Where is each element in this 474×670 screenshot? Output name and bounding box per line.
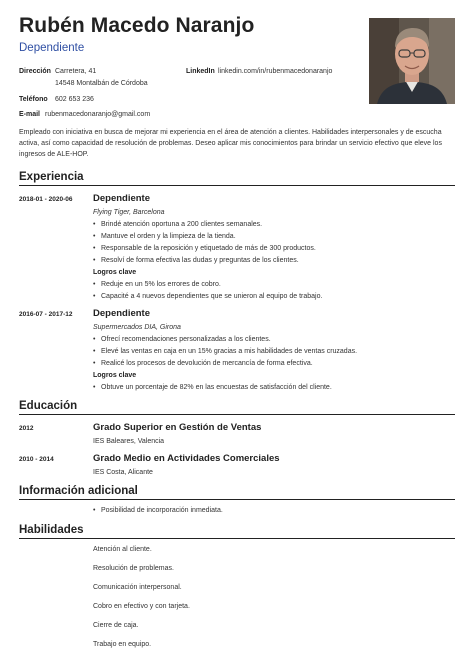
job-achievements-list	[93, 279, 322, 303]
address-label: Dirección	[19, 68, 51, 75]
achievements-label: Logros clave	[93, 372, 137, 379]
list-item: • Obtuve un porcentaje de 82% en las encuestas de satisfacción del cliente.	[93, 382, 332, 394]
education-year: 2012	[19, 425, 34, 432]
list-item: • Posibilidad de incorporación inmediata.	[93, 505, 223, 517]
email-link[interactable]: rubenmacedonaranjo@gmail.com	[45, 111, 151, 118]
section-experience-heading: Experiencia	[19, 171, 455, 186]
job-company: Flying Tiger, Barcelona	[93, 209, 165, 216]
skill-item: Comunicación interpersonal.	[93, 584, 182, 591]
list-item: • Reduje en un 5% los errores de cobro.	[93, 279, 322, 291]
summary-line: activa, así como capacidad de resolución de problemas. Deseo aplicar mis conocimientos para brindar un servicio efectivo que eleve los	[19, 140, 442, 147]
candidate-role: Dependiente	[19, 42, 85, 54]
summary-line: Empleado con iniciativa en busca de mejorar mi experiencia en el área de atención a clientes. Habilidades interpersonales y de escucha	[19, 129, 442, 136]
achievements-label: Logros clave	[93, 269, 137, 276]
list-item: • Brindé atención oportuna a 200 clientes semanales.	[93, 219, 316, 231]
skill-item: Cierre de caja.	[93, 622, 139, 629]
list-item: • Capacité a 4 nuevos dependientes que se unieron al equipo de trabajo.	[93, 291, 322, 303]
education-school: IES Costa, Alicante	[93, 469, 153, 476]
list-item: • Resolví de forma efectiva las dudas y preguntas de los clientes.	[93, 255, 316, 267]
profile-photo	[369, 18, 455, 104]
section-skills-heading: Habilidades	[19, 524, 455, 539]
job-title: Dependiente	[93, 193, 151, 204]
skill-item: Resolución de problemas.	[93, 565, 174, 572]
linkedin-label: LinkedIn	[186, 68, 215, 75]
list-item: • Realicé los procesos de devolución de mercancía de forma efectiva.	[93, 358, 357, 370]
phone-value[interactable]: 602 653 236	[55, 96, 94, 103]
skill-item: Cobro en efectivo y con tarjeta.	[93, 603, 190, 610]
list-item: • Elevé las ventas en caja en un 15% gracias a mis habilidades de ventas cruzadas.	[93, 346, 357, 358]
education-degree: Grado Medio en Actividades Comerciales	[93, 453, 280, 464]
skills-list	[93, 544, 190, 658]
education-degree: Grado Superior en Gestión de Ventas	[93, 422, 262, 433]
job-duties-list	[93, 219, 316, 267]
job-company: Supermercados DIA, Girona	[93, 324, 181, 331]
list-item: • Mantuve el orden y la limpieza de la tienda.	[93, 231, 316, 243]
section-additional-heading: Información adicional	[19, 485, 455, 500]
additional-info-list	[93, 505, 223, 517]
address-line-2: 14548 Montalbán de Córdoba	[55, 80, 148, 87]
job-achievements-list	[93, 382, 332, 394]
job-title: Dependiente	[93, 308, 151, 319]
skill-item: Trabajo en equipo.	[93, 641, 152, 648]
linkedin-link[interactable]: linkedin.com/in/rubenmacedonaranjo	[218, 68, 333, 75]
skill-item: Atención al cliente.	[93, 546, 152, 553]
email-label: E-mail	[19, 111, 41, 118]
candidate-name: Rubén Macedo Naranjo	[19, 14, 255, 37]
section-education-heading: Educación	[19, 400, 455, 415]
job-dates: 2018-01 - 2020-06	[19, 196, 73, 203]
profile-summary	[19, 127, 455, 160]
list-item: • Responsable de la reposición y etiquetado de más de 300 productos.	[93, 243, 316, 255]
education-year: 2010 - 2014	[19, 456, 54, 463]
list-item: • Ofrecí recomendaciones personalizadas a los clientes.	[93, 334, 357, 346]
job-duties-list	[93, 334, 357, 370]
job-dates: 2016-07 - 2017-12	[19, 311, 73, 318]
education-school: IES Baleares, Valencia	[93, 438, 165, 445]
phone-label: Teléfono	[19, 96, 48, 103]
address-line-1: Carretera, 41	[55, 68, 97, 75]
summary-line: ingresos de ALE-HOP.	[19, 151, 89, 158]
